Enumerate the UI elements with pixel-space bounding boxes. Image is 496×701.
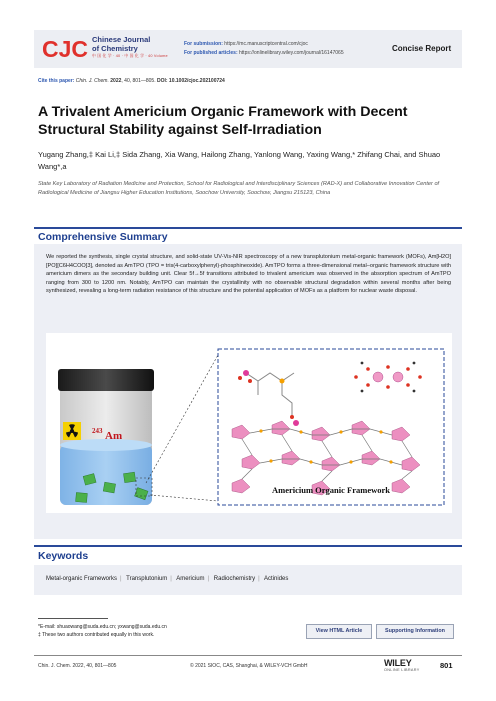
footer-rule [34,655,462,656]
article-type: Concise Report [392,44,452,53]
journal-logo: CJC [42,36,89,62]
submission-link[interactable]: For submission: https://mc.manuscriptcentral.com/cjoc [184,41,308,47]
citation-line: Cite this paper: Chin. J. Chem. 2022, 40, 801—805. DOI: 10.1002/cjoc.202100724 [38,78,225,84]
supporting-information-button[interactable]: Supporting Information [376,624,454,639]
journal-name-sub: 中 国 化 学 · 40 · 中 国 化 学 · 40 Volume [92,54,168,58]
framework-box [218,349,444,505]
summary-heading: Comprehensive Summary [38,231,168,243]
wiley-logo: WILEY [384,658,412,668]
graphical-abstract [46,333,452,513]
isotope-mass: 243 [92,427,103,435]
footer-citation: Chin. J. Chem. 2022, 40, 801—805 [38,663,117,669]
keyword-item[interactable]: Transplutonium [126,576,168,582]
affiliation: State Key Laboratory of Radiation Medicine and Protection, School for Radiological and Interdisciplinary Sciences (RAD-X) and Collaborative Innovation Center of Radiological Medicine of Jiangsu Higher Education Institutions, Soochow University, Soochow, Jiangsu 215123, China [38,181,440,196]
vial-cap [58,369,154,391]
author-list: Yugang Zhang,‡ Kai Li,‡ Sida Zhang, Xia Wang, Hailong Zhang, Yanlong Wang, Yaxing Wang,* Zhifang Chai, and Shuao Wang*,a [38,150,441,171]
isotope-symbol: Am [105,430,123,442]
page-number: 801 [440,661,453,670]
graphical-abstract-image [46,333,452,513]
view-html-button[interactable]: View HTML Article [306,624,372,639]
keyword-item[interactable]: Americium [176,576,205,582]
article-title: A Trivalent Americium Organic Framework with Decent Structural Stability against Self-Irradiation [38,104,408,138]
keyword-item[interactable]: Actinides [264,576,289,582]
footnotes [38,624,167,639]
keywords-heading: Keywords [38,550,89,562]
summary-text: We reported the synthesis, single crystal structure, and solid-state UV-Vis-NIR spectroscopy of a new transplutonium metal-organic framework (MOFs), Am[H2O][PO][C6H4COO]3], denoted as AmTPO (TPO = tris(4-carboxylphenyl)-phosphineoxide). AmTPO forms a three-dimensional metal–organic framework structure with americium dimers as the secondary building unit. Clear 5f→5f transitions attributed to trivalent americium was observed in the absorption spectrum of AmTPO ranging from 300 to 1200 nm. Notably, AmTPO can maintain the crystallinity with no observable structural degradation within several months after being synthesized, revealing a long-term radiation resistance of this structure and the potential application of MOFs as a platform for nuclear waste disposal. [46,254,451,294]
figure-caption: Americium Organic Framework [271,485,391,495]
keywords-top-rule [34,545,462,547]
radiation-icon [63,422,81,440]
wiley-logo-sub: ONLINE LIBRARY [384,668,420,672]
summary-top-rule [34,227,462,229]
footer-copyright: © 2021 SIOC, CAS, Shanghai, & WILEY-VCH GmbH [190,663,308,669]
equal-contribution-footnote: ‡ These two authors contributed equally in this work. [38,631,155,638]
published-articles-link[interactable]: For published articles: https://onlinelibrary.wiley.com/journal/16147065 [184,50,344,56]
keyword-item[interactable]: Radiochemistry [213,576,256,582]
keyword-item[interactable]: Metal-organic Frameworks [46,576,118,582]
footnote-rule [38,618,108,619]
keywords-list: Metal-organic Frameworks | Transplutonium | Americium | Radiochemistry | Actinides [46,576,289,582]
journal-name: Chinese Journal of Chemistry [92,35,151,53]
email-footnote: *E-mail: shuaowang@suda.edu.cn; yxwang@suda.edu.cn [38,624,167,630]
